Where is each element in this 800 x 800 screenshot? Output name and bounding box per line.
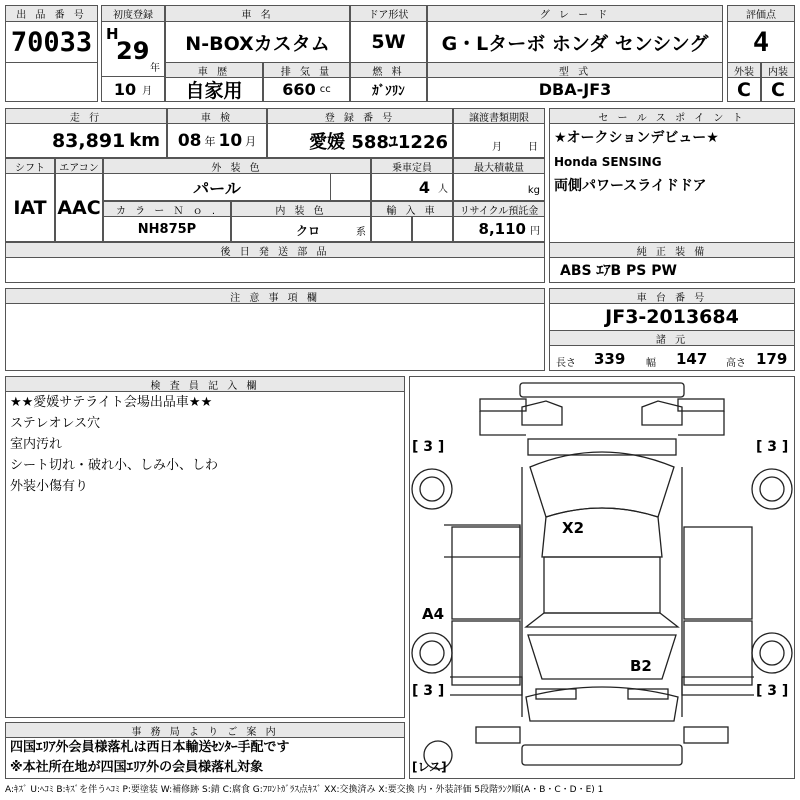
rear-left-corner bbox=[476, 727, 520, 743]
recycle-unit: 円 bbox=[530, 225, 540, 237]
right-rear-door-shape bbox=[684, 621, 752, 685]
roof-rear-shape bbox=[526, 613, 678, 627]
transfer-deadline-label: 譲渡書類期限 bbox=[453, 108, 545, 124]
sales-point-line: ★オークションデビュー★ bbox=[554, 130, 719, 146]
first-reg-month bbox=[101, 76, 165, 102]
chassis-label: 車 台 番 号 bbox=[549, 288, 795, 304]
rating-score: 4 bbox=[727, 21, 795, 63]
plate-label: 登 録 番 号 bbox=[267, 108, 453, 124]
displacement-unit: cc bbox=[319, 84, 331, 95]
roof-front-shape bbox=[542, 508, 662, 557]
first-reg-month-unit: 月 bbox=[142, 85, 153, 97]
roof-center-shape bbox=[544, 557, 660, 613]
sales-point-box bbox=[549, 123, 795, 258]
wheel-rear-right bbox=[752, 633, 792, 673]
displacement bbox=[263, 77, 350, 102]
wheel-rear-right-hub bbox=[760, 641, 784, 665]
int-color-unit: 系 bbox=[356, 227, 366, 238]
tire-rear-right: [ 3 ] bbox=[756, 683, 789, 699]
front-bumper-shape bbox=[520, 383, 684, 397]
office-label: 事 務 局 よ り ご 案 内 bbox=[5, 722, 405, 738]
damage-diagram bbox=[409, 376, 795, 779]
height-value: 179 bbox=[756, 350, 788, 368]
specs-label: 諸 元 bbox=[549, 330, 795, 346]
later-parts-label: 後 日 発 送 部 品 bbox=[5, 242, 545, 258]
plate-number: 愛媛 588ﾕ1226 bbox=[267, 123, 453, 158]
import-label: 輸 入 車 bbox=[371, 201, 453, 217]
inspection-label: 車 検 bbox=[167, 108, 267, 124]
color-no-label: カ ラ ー Ｎ ｏ . bbox=[103, 201, 231, 217]
sales-point-line: Honda SENSING bbox=[554, 155, 662, 169]
front-left-fender-top bbox=[480, 411, 526, 435]
fuel-value: ｶﾞｿﾘﾝ bbox=[350, 77, 427, 102]
color-no: NH875P bbox=[103, 216, 231, 242]
aircon-label: エアコン bbox=[55, 158, 103, 174]
recycle bbox=[453, 216, 545, 242]
right-front-door-shape bbox=[684, 527, 752, 619]
int-color-value: クロ bbox=[296, 224, 321, 238]
door-type: 5W bbox=[350, 21, 427, 63]
wheel-front-left-hub bbox=[420, 477, 444, 501]
equipment-label: 純 正 装 備 bbox=[549, 242, 795, 258]
recycle-value: 8,110 bbox=[478, 220, 526, 238]
length-value: 339 bbox=[594, 350, 626, 368]
capacity-unit: 人 bbox=[438, 183, 448, 195]
inspector-line: シート切れ・破れ小、しみ小、しわ bbox=[10, 458, 219, 473]
rating-label: 評価点 bbox=[727, 5, 795, 22]
width-label: 幅 bbox=[646, 358, 656, 369]
transfer-deadline bbox=[453, 123, 545, 158]
model-code-label: 型 式 bbox=[427, 62, 723, 78]
model-name: N-BOXカスタム bbox=[165, 21, 350, 63]
wheels bbox=[412, 469, 792, 673]
history-label: 車 歴 bbox=[165, 62, 263, 78]
inspection-year: 08 bbox=[177, 130, 202, 151]
inspection-month-unit: 月 bbox=[245, 134, 257, 148]
ext-color-spare bbox=[330, 173, 371, 201]
int-color bbox=[231, 216, 371, 242]
mileage-value: 83,891 bbox=[51, 129, 126, 152]
mileage-label: 走 行 bbox=[5, 108, 167, 124]
legend-text: A:ｷｽﾞ U:ﾍｺﾐ B:ｷｽﾞを伴うﾍｺﾐ P:要塗装 W:補修跡 S:錆 C:腐食 G:ﾌﾛﾝﾄｶﾞﾗｽ点ｷｽﾞ XX:交換済み X:要交換 内・外装評価 5段階ﾗﾝｸ順(A・B・C・D・E) 1 bbox=[5, 785, 604, 795]
right-rear-panel-shape bbox=[682, 677, 754, 695]
capacity bbox=[371, 173, 453, 201]
wheel-rear-left bbox=[412, 633, 452, 673]
first-reg-era: H bbox=[106, 25, 119, 43]
damage-mark-b2: B2 bbox=[630, 657, 652, 675]
import-value-2 bbox=[412, 216, 453, 242]
left-rear-panel-shape bbox=[450, 677, 522, 695]
office-line: 四国ｴﾘｱ外会員様落札は西日本輸送ｾﾝﾀｰ手配です bbox=[10, 740, 290, 755]
max-load-unit: kg bbox=[527, 185, 540, 196]
inspector-line: ★★愛媛サテライト会場出品車★★ bbox=[10, 395, 213, 410]
lot-label: 出 品 番 号 bbox=[5, 5, 98, 22]
capacity-value: 4 bbox=[418, 177, 430, 197]
transfer-deadline-day-unit: 日 bbox=[528, 142, 538, 153]
ext-rating-label: 外装 bbox=[727, 62, 761, 78]
left-front-door-top bbox=[444, 525, 520, 557]
inspection bbox=[167, 123, 267, 158]
displacement-value: 660 bbox=[282, 80, 316, 99]
aircon-value: AAC bbox=[55, 173, 103, 242]
width-value: 147 bbox=[676, 350, 708, 368]
displacement-label: 排 気 量 bbox=[263, 62, 350, 78]
fuel-label: 燃 料 bbox=[350, 62, 427, 78]
left-headlight-shape bbox=[522, 401, 562, 425]
rear-right-corner bbox=[684, 727, 728, 743]
windshield-shape bbox=[530, 452, 674, 517]
max-load-label: 最大積載量 bbox=[453, 158, 545, 174]
length-label: 長さ bbox=[556, 358, 576, 369]
shift-value: IAT bbox=[5, 173, 55, 242]
int-color-label: 内 装 色 bbox=[231, 201, 371, 217]
lot-blank bbox=[5, 62, 98, 102]
rear-gate-shape bbox=[526, 687, 678, 721]
rear-window-shape bbox=[528, 635, 676, 679]
int-rating: C bbox=[761, 77, 795, 102]
chassis-number: JF3-2013684 bbox=[549, 303, 795, 331]
first-reg-label: 初度登録 bbox=[101, 5, 165, 22]
front-right-corner bbox=[678, 399, 724, 411]
door-label: ドア形状 bbox=[350, 5, 427, 22]
max-load bbox=[453, 173, 545, 201]
shift-label: シフト bbox=[5, 158, 55, 174]
mileage bbox=[5, 123, 167, 158]
inspection-year-unit: 年 bbox=[204, 134, 216, 148]
left-rear-door-shape bbox=[452, 621, 520, 685]
front-right-fender-top bbox=[678, 411, 724, 435]
grade: G・Lターボ ホンダ センシング bbox=[427, 21, 723, 63]
office-box bbox=[5, 737, 405, 779]
wheel-front-left bbox=[412, 469, 452, 509]
damage-mark-a4: A4 bbox=[422, 605, 445, 623]
tire-rear-left: [ 3 ] bbox=[412, 683, 445, 699]
height-label: 高さ bbox=[726, 358, 746, 369]
right-headlight-shape bbox=[642, 401, 682, 425]
wheel-rear-left-hub bbox=[420, 641, 444, 665]
rear-bumper-shape bbox=[522, 745, 682, 765]
import-value bbox=[371, 216, 412, 242]
inspector-line: ステレオレス穴 bbox=[10, 416, 101, 431]
spare-tire-status: [レス] bbox=[412, 760, 447, 774]
ext-rating: C bbox=[727, 77, 761, 102]
tire-front-right: [ 3 ] bbox=[756, 439, 789, 455]
first-reg-year-unit: 年 bbox=[150, 63, 160, 74]
first-reg-year-value: 29 bbox=[116, 37, 150, 65]
capacity-label: 乗車定員 bbox=[371, 158, 453, 174]
mileage-unit: km bbox=[129, 130, 160, 151]
ext-color: パール bbox=[103, 173, 331, 201]
inspection-month: 10 bbox=[218, 130, 243, 151]
damage-mark-x2: X2 bbox=[562, 519, 585, 537]
car-diagram-svg bbox=[410, 377, 794, 778]
grade-label: グ レ ー ド bbox=[427, 5, 723, 22]
first-reg-month-value: 10 bbox=[113, 79, 137, 99]
later-parts-box bbox=[5, 257, 545, 283]
first-reg-year bbox=[101, 21, 165, 76]
model-code: DBA-JF3 bbox=[427, 77, 723, 102]
notes-box bbox=[5, 303, 545, 371]
notes-label: 注 意 事 項 欄 bbox=[5, 288, 545, 304]
equipment-value: ABS ｴｱB PS PW bbox=[549, 257, 795, 283]
wheel-front-right-hub bbox=[760, 477, 784, 501]
inspector-line: 外装小傷有り bbox=[10, 479, 89, 494]
inspector-box bbox=[5, 391, 405, 718]
history-value: 自家用 bbox=[165, 77, 263, 102]
left-front-door-shape bbox=[452, 527, 520, 619]
inspector-line: 室内汚れ bbox=[10, 437, 63, 452]
lot-number: 70033 bbox=[5, 21, 98, 63]
tire-front-left: [ 3 ] bbox=[412, 439, 445, 455]
sales-point-label: セ ー ル ス ポ イ ン ト bbox=[549, 108, 795, 124]
wheel-front-right bbox=[752, 469, 792, 509]
specs-box bbox=[549, 345, 795, 371]
office-line: ※本社所在地が四国ｴﾘｱ外の会員様落札対象 bbox=[10, 760, 264, 775]
int-rating-label: 内装 bbox=[761, 62, 795, 78]
front-left-corner bbox=[480, 399, 526, 411]
sales-point-line: 両側パワースライドドア bbox=[554, 178, 707, 194]
transfer-deadline-month-unit: 月 bbox=[492, 142, 502, 153]
inspector-label: 検 査 員 記 入 欄 bbox=[5, 376, 405, 392]
ext-color-label: 外 装 色 bbox=[103, 158, 371, 174]
recycle-label: リサイクル預託金 bbox=[453, 201, 545, 217]
model-name-label: 車 名 bbox=[165, 5, 350, 22]
